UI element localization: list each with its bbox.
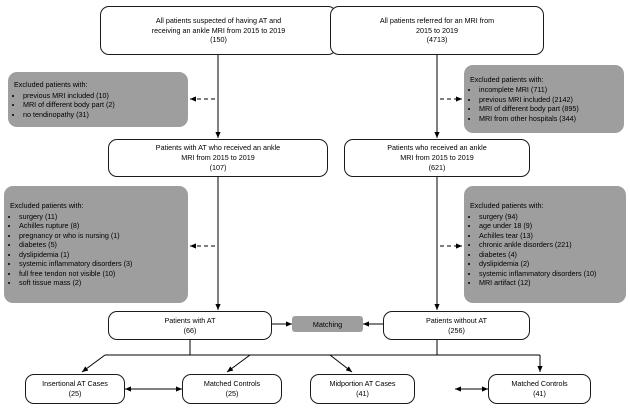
box-count: (621)	[428, 162, 446, 172]
box-count: (25)	[225, 389, 239, 398]
exclusion-item: • previous MRI included (2142)	[479, 95, 579, 105]
exclusion-item: • systemic inflammatory disorders (10)	[479, 269, 596, 279]
box-patients-with-at	[108, 311, 272, 340]
box-insertional-at-cases	[25, 374, 125, 404]
exclusion-item: • MRI of different body part (895)	[479, 104, 579, 114]
box-line: receiving an ankle MRI from 2015 to 2019	[151, 25, 286, 35]
exclusion-item: • Achilles rupture (8)	[19, 221, 132, 231]
exclusion-header: Excluded patients with:	[470, 74, 544, 84]
box-line: Patients with AT who received an ankle	[155, 143, 281, 153]
exclusion-item: • soft tissue mass (2)	[19, 278, 132, 288]
exclusion-list	[470, 212, 596, 288]
exclusion-item: • age under 18 (9)	[479, 221, 596, 231]
exclusion-list	[14, 91, 115, 120]
box-patients-without-at	[383, 311, 530, 340]
box-count: (25)	[68, 389, 82, 398]
exclusion-item: • diabetes (4)	[479, 250, 596, 260]
box-line: Patients without AT	[426, 315, 487, 325]
exclusion-item: • dyslipidemia (2)	[479, 259, 596, 269]
box-line: Patients with AT	[164, 315, 216, 325]
box-matched-controls-1	[182, 374, 282, 404]
exclusion-item: • surgery (11)	[19, 212, 132, 222]
box-count: (150)	[210, 35, 227, 45]
box-count: (107)	[209, 162, 227, 172]
box-line: 2015 to 2019	[416, 25, 458, 35]
exclusion-item: • surgery (94)	[479, 212, 596, 222]
exclusion-lower-left	[4, 186, 188, 303]
box-count: (41)	[356, 389, 369, 398]
box-midportion-at-cases	[310, 374, 415, 404]
exclusion-header: Excluded patients with:	[470, 201, 544, 211]
exclusion-item: • systemic inflammatory disorders (3)	[19, 259, 132, 269]
exclusion-item: • previous MRI included (10)	[23, 91, 115, 101]
box-patients-with-at-mri	[108, 139, 328, 177]
matching-label: Matching	[292, 316, 363, 332]
exclusion-item: • MRI artifact (12)	[479, 278, 596, 288]
exclusion-upper-left	[8, 72, 188, 127]
box-count: (4713)	[426, 35, 448, 45]
box-patients-received-ankle-mri	[344, 139, 530, 177]
exclusion-item: • MRI from other hospitals (344)	[479, 114, 579, 124]
box-all-suspected-at	[100, 6, 337, 55]
box-count: (66)	[183, 325, 197, 335]
box-count: (41)	[533, 389, 546, 398]
box-line: All patients suspected of having AT and	[155, 15, 282, 25]
exclusion-item: • MRI of different body part (2)	[23, 100, 115, 110]
exclusion-item: • diabetes (5)	[19, 240, 132, 250]
box-line: Matched Controls	[203, 379, 261, 389]
box-line: Patients who received an ankle	[387, 143, 487, 153]
box-line: MRI from 2015 to 2019	[400, 153, 474, 163]
exclusion-list	[10, 212, 132, 288]
box-matched-controls-2	[488, 374, 591, 404]
exclusion-item: • pregnancy or who is nursing (1)	[19, 231, 132, 241]
box-count: (256)	[448, 325, 465, 335]
exclusion-list	[470, 85, 579, 123]
box-line: MRI from 2015 to 2019	[181, 153, 255, 163]
box-line: Insertional AT Cases	[42, 379, 108, 389]
exclusion-upper-right	[464, 65, 624, 133]
box-line: Midportion AT Cases	[329, 379, 396, 389]
exclusion-item: • Achilles tear (13)	[479, 231, 596, 241]
box-line: Matched Controls	[511, 379, 568, 389]
exclusion-item: • incomplete MRI (711)	[479, 85, 579, 95]
exclusion-item: • chronic ankle disorders (221)	[479, 240, 596, 250]
exclusion-header: Excluded patients with:	[14, 79, 88, 89]
exclusion-item: • full free tendon not visible (10)	[19, 269, 132, 279]
box-all-referred-mri	[330, 6, 544, 55]
box-line: All patients referred for an MRI from	[379, 15, 495, 25]
exclusion-item: • dyslipidemia (1)	[19, 250, 132, 260]
exclusion-lower-right	[464, 186, 626, 303]
exclusion-header: Excluded patients with:	[10, 201, 84, 211]
exclusion-item: • no tendinopathy (31)	[23, 110, 115, 120]
